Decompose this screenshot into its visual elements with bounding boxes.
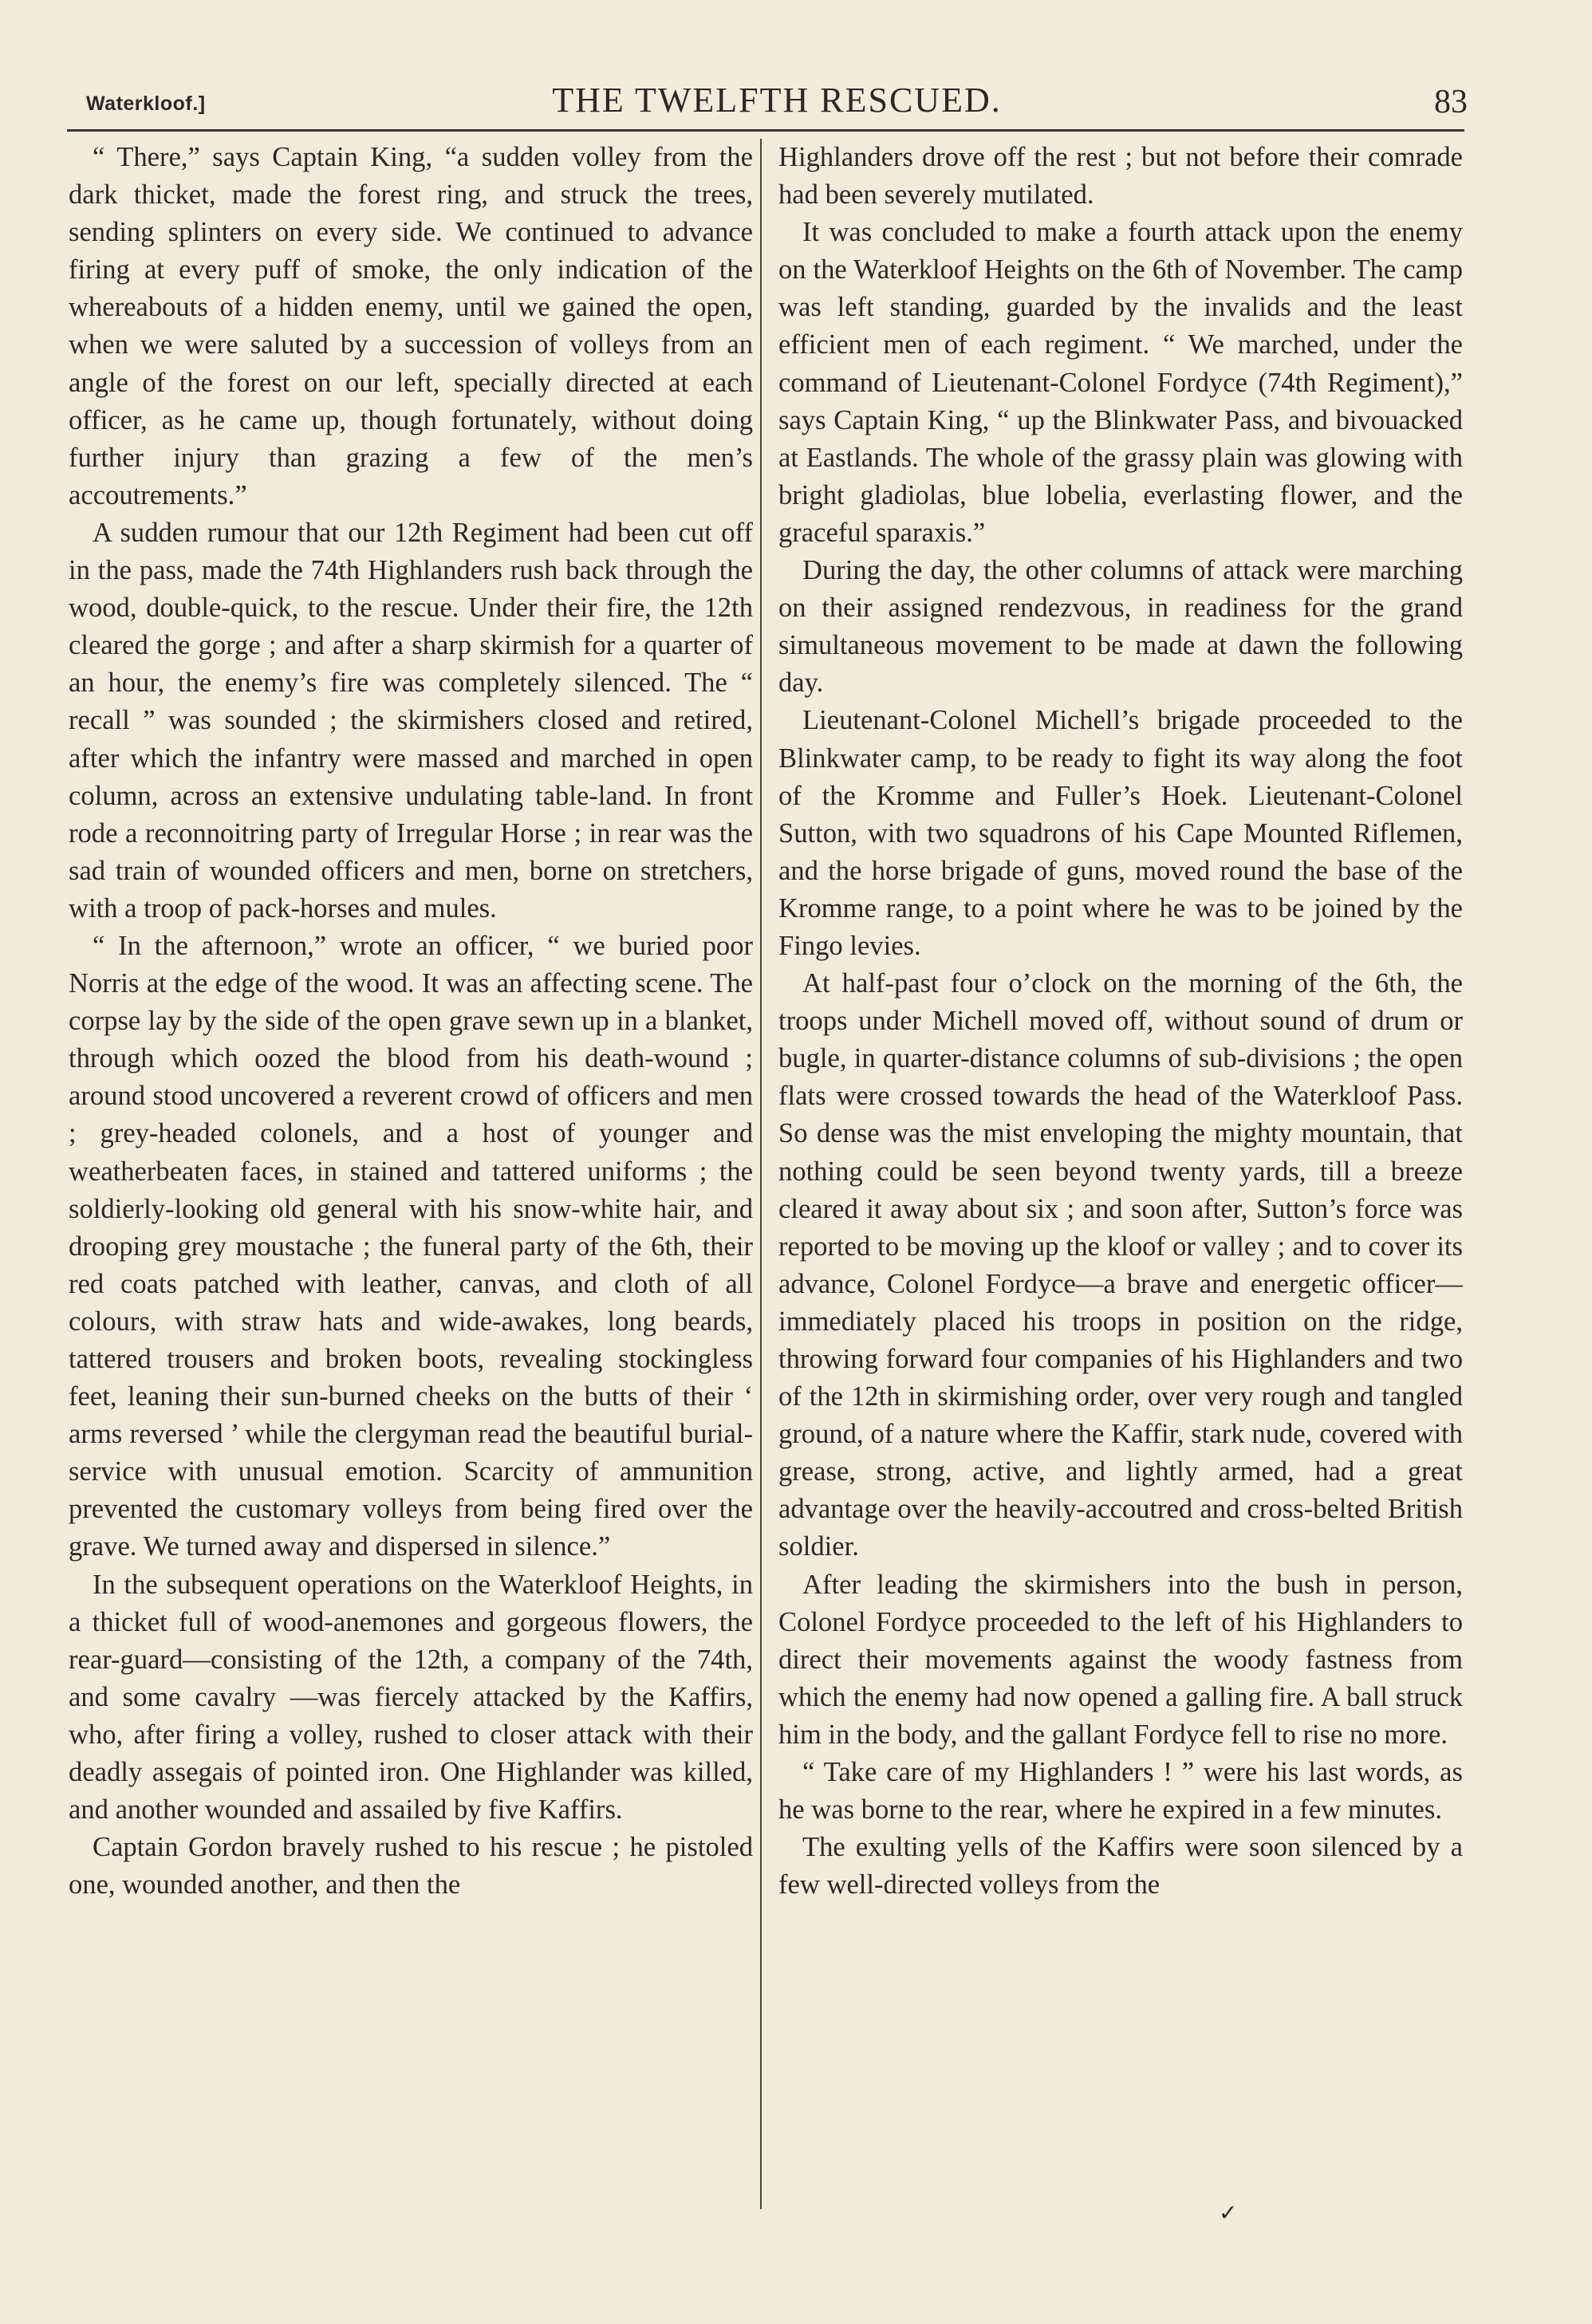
paragraph: “ In the afternoon,” wrote an officer, “ we buried poor Norris at the edge of the wood. It was an affecting scene. The corpse lay by the side of the open grave sewn up in a blanket, through which oozed the blood from his death-wound ; around stood uncovered a reverent crowd of officers and men ; grey-headed colonels, and a host of younger and weatherbeaten faces, in stained and tattered uniforms ; the soldierly-looking old general with his snow-white hair, and drooping grey moustache ; the funeral party of the 6th, their red coats patched with leather, canvas, and cloth of all colours, with straw hats and wide-awakes, long beards, tattered trousers and broken boots, revealing stockingless feet, leaning their sun-burned cheeks on the butts of their ‘ arms reversed ’ while the clergyman read the beautiful burial-service with unusual emotion. Scarcity of ammunition prevented the customary volleys from being fired over the grave. We turned away and dispersed in silence.” xyxy=(69,930,753,1562)
paragraph: “ Take care of my Highlanders ! ” were his last words, as he was borne to the rear, where he expired in a few minutes. xyxy=(778,1757,1463,1826)
paragraph: The exulting yells of the Kaffirs were soon silenced by a few well-directed volleys from the xyxy=(778,1832,1463,1901)
column-divider xyxy=(760,139,762,2209)
page-title: THE TWELFTH RESCUED. xyxy=(552,81,1002,120)
paragraph: A sudden rumour that our 12th Regiment had been cut off in the pass, made the 74th Highlanders rush back through the wood, double-quick, to the rescue. Under their fire, the 12th cleared the gorge ; and after a sharp skirmish for a quarter of an hour, the enemy’s fire was completely silenced. The “ recall ” was sounded ; the skirmishers closed and retired, after which the infantry were massed and marched in open column, across an extensive undulating table-land. In front rode a reconnoitring party of Irregular Horse ; in rear was the sad train of wounded officers and men, borne on stretchers, with a troop of pack-horses and mules. xyxy=(69,517,753,924)
header-rule xyxy=(67,129,1464,132)
paragraph: It was concluded to make a fourth attack upon the enemy on the Waterkloof Heights on the 6th of November. The camp was left standing, guarded by the invalids and the least efficient men of each regiment. “ We marched, under the command of Lieutenant-Colonel Fordyce (74th Regiment),” says Captain King, “ up the Blinkwater Pass, and bivouacked at Eastlands. The whole of the grassy plain was glowing with bright gladiolas, blue lobelia, everlasting flower, and the graceful sparaxis.” xyxy=(778,217,1463,548)
right-column xyxy=(778,139,1463,2228)
paragraph: At half-past four o’clock on the morning of the 6th, the troops under Michell moved off, without sound of drum or bugle, in quarter-distance columns of sub-divisions ; the open flats were crossed towards the head of the Waterkloof Pass. So dense was the mist enveloping the mighty mountain, that nothing could be seen beyond twenty yards, till a breeze cleared it away about six ; and soon after, Sutton’s force was reported to be moving up the kloof or valley ; and to cover its advance, Colonel Fordyce—a brave and energetic officer—immediately placed his troops in position on the ridge, throwing forward four companies of his Highlanders and two of the 12th in skirmishing order, over very rough and tangled ground, of a nature where the Kaffir, stark nude, covered with grease, strong, active, and lightly armed, had a great advantage over the heavily-accoutred and cross-belted British soldier. xyxy=(778,968,1463,1562)
paragraph: Captain Gordon bravely rushed to his rescue ; he pistoled one, wounded another, and then the xyxy=(69,1832,753,1901)
paragraph: Lieutenant-Colonel Michell’s brigade proceeded to the Blinkwater camp, to be ready to fight its way along the foot of the Kromme and Fuller’s Hoek. Lieutenant-Colonel Sutton, with two squadrons of his Cape Mounted Riflemen, and the horse brigade of guns, moved round the base of the Kromme range, to a point where he was to be joined by the Fingo levies. xyxy=(778,705,1463,961)
paragraph: “ There,” says Captain King, “a sudden volley from the dark thicket, made the forest ring, and struck the trees, sending splinters on every side. We continued to advance firing at every puff of smoke, the only indication of the whereabouts of a hidden enemy, until we gained the open, when we were saluted by a succession of volleys from an angle of the forest on our left, specially directed at each officer, as he came up, though fortunately, without doing further injury than grazing a few of the men’s accoutrements.” xyxy=(69,142,753,510)
section-label: Waterkloof.] xyxy=(86,93,206,115)
paragraph: After leading the skirmishers into the bush in person, Colonel Fordyce proceeded to the left of his Highlanders to direct their movements against the woody fastness from which the enemy had now opened a galling fire. A ball struck him in the body, and the gallant Fordyce fell to rise no more. xyxy=(778,1569,1463,1750)
signature-mark: ✓ xyxy=(1219,2201,1238,2226)
left-column xyxy=(69,139,753,2228)
paragraph: During the day, the other columns of attack were marching on their assigned rendezvous, in readiness for the grand simultaneous movement to be made at dawn the following day. xyxy=(778,555,1463,699)
page-number: 83 xyxy=(1434,84,1468,120)
running-header xyxy=(86,80,1468,128)
paragraph-continued: Highlanders drove off the rest ; but not before their comrade had been severely mutilated. xyxy=(778,142,1463,211)
paragraph: In the subsequent operations on the Waterkloof Heights, in a thicket full of wood-anemones and gorgeous flowers, the rear-guard—consisting of the 12th, a company of the 74th, and some cavalry —was fiercely attacked by the Kaffirs, who, after firing a volley, rushed to closer attack with their deadly assegais of pointed iron. One Highlander was killed, and another wounded and assailed by five Kaffirs. xyxy=(69,1569,753,1826)
